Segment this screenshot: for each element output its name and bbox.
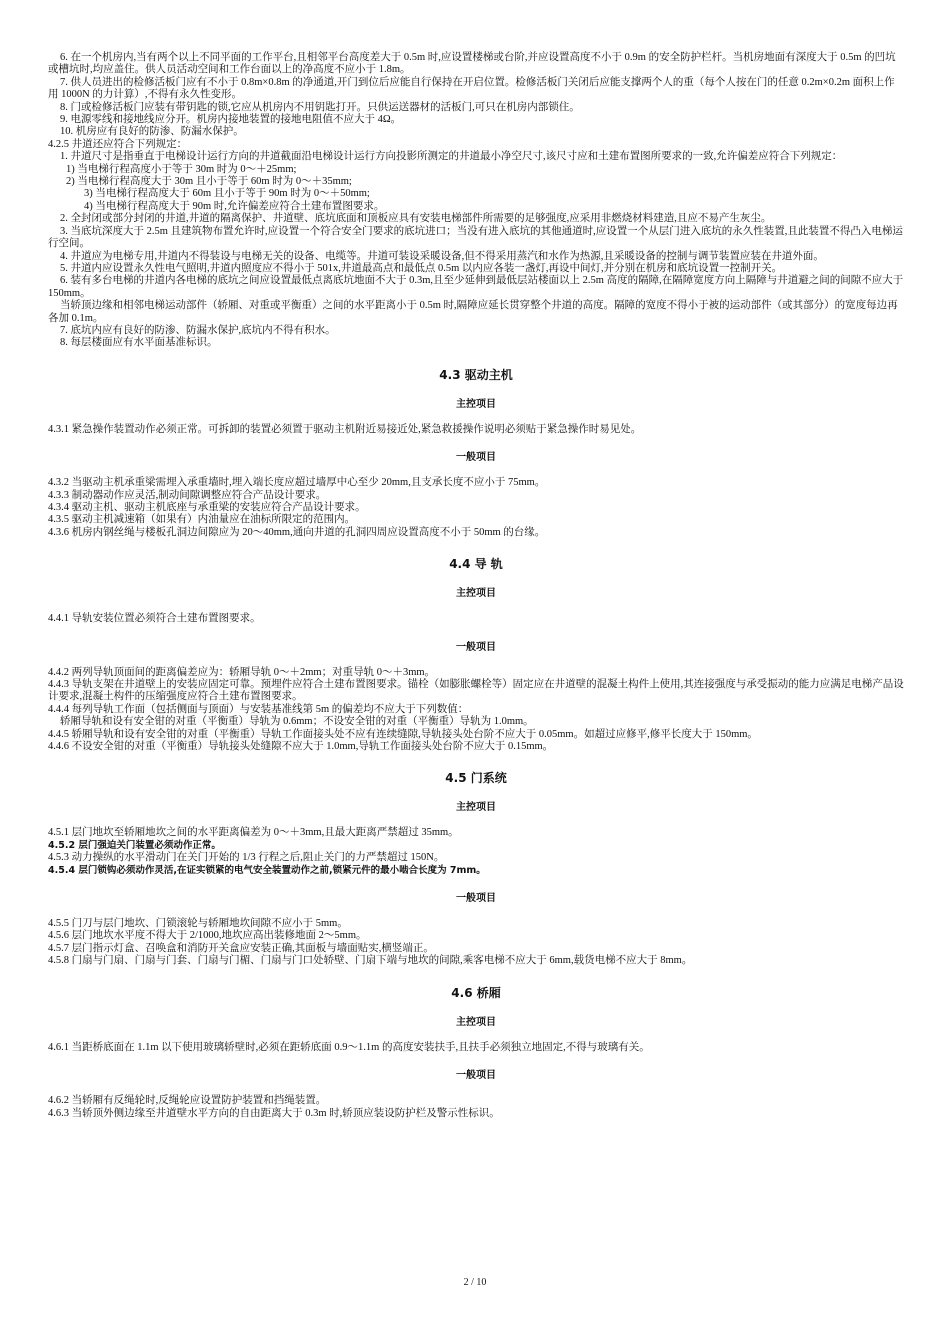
clause-paragraph: 4.5.8 门扇与门扇、门扇与门套、门扇与门楣、门扇与门口处轿壁、门扇下端与地坎的间隙,乘客电梯不应大于 6mm,载货电梯不应大于 8mm。 [48, 955, 693, 967]
main-items-title: 主控项目 [456, 588, 496, 600]
clause-paragraph: 4.6.1 当距桥底面在 1.1m 以下使用玻璃轿壁时,必须在距轿底面 0.9～1.1m 的高度安装扶手,且扶手必须独立地固定,不得与玻璃有关。 [48, 1041, 650, 1053]
clause-paragraph: 9. 电源零线和接地线应分开。机房内接地装置的接地电阻值不应大于 4Ω。 [60, 114, 402, 126]
clause-paragraph: 4) 当电梯行程高度大于 90m 时,允许偏差应符合土建布置图要求。 [84, 200, 385, 212]
clause-paragraph: 1. 井道尺寸是指垂直于电梯设计运行方向的井道截面沿电梯设计运行方向投影所测定的井道最小净空尺寸,该尺寸应和土建布置图所要求的一致,允许偏差应符合下列规定： [60, 151, 843, 163]
clause-paragraph: 4.4.5 轿厢导轨和设有安全钳的对重（平衡重）导轨工作面接头处不应有连续缝隙,导轨接头处台阶不应大于 0.05mm。如超过应修平,修平长度大于 150mm。 [48, 728, 758, 740]
clause-paragraph: 4. 井道应为电梯专用,井道内不得装设与电梯无关的设备、电缆等。井道可装设采暖设备,但不得采用蒸汽和水作为热源,且采暖设备的控制与调节装置应装在井道外面。 [60, 250, 824, 262]
main-items-title: 主控项目 [456, 398, 496, 410]
clause-paragraph: 4.6.2 当轿厢有反绳轮时,反绳轮应设置防护装置和挡绳装置。 [48, 1095, 327, 1107]
general-items-title: 一般项目 [456, 893, 496, 905]
general-items [48, 667, 904, 754]
clause-paragraph: 4.6.3 当轿顶外侧边缘至井道壁水平方向的自由距离大于 0.3m 时,轿顶应装设防护栏及警示性标识。 [48, 1107, 500, 1119]
general-items-title: 一般项目 [456, 452, 496, 464]
intro-clauses [48, 52, 904, 350]
clause-paragraph: 4.4.3 导轨支架在井道壁上的安装应固定可靠。预埋件应符合土建布置图要求。锚栓（如膨胀螺栓等）固定应在井道壁的混凝土构件上使用,其连接强度与承受振动的能力应满足电梯产品设计要求,混凝土构件的压缩强度应符合土建布置图要求。 [48, 679, 904, 703]
section-4-6 [48, 984, 904, 1120]
clause-paragraph: 4.5.7 层门指示灯盒、召唤盒和消防开关盒应安装正确,其面板与墙面贴实,横竖端正。 [48, 942, 434, 954]
clause-paragraph: 4.4.1 导轨安装位置必须符合土建布置图要求。 [48, 613, 261, 625]
clause-paragraph: 4.4.6 不设安全钳的对重（平衡重）导轨接头处缝隙不应大于 1.0mm,导轨工作面接头处台阶不应大于 0.15mm。 [48, 741, 554, 753]
clause-paragraph: 6. 在一个机房内,当有两个以上不同平面的工作平台,且相邻平台高度差大于 0.5m 时,应设置楼梯或台阶,并应设置高度不小于 0.9m 的安全防护栏杆。当机房地面有深度大于 0.5m 的凹坑或槽坑时,均应盖住。供人员活动空间和工作台面以上的净高度不应小于 1.8m。 [48, 52, 896, 76]
clause-paragraph: 4.3.1 紧急操作装置动作必须正常。可拆卸的装置必须置于驱动主机附近易接近处,紧急救援操作说明必须贴于紧急操作时易见处。 [48, 423, 642, 435]
main-items [48, 613, 904, 625]
clause-paragraph: 6. 装有多台电梯的井道内各电梯的底坑之间应设置最低点离底坑地面不大于 0.3m,且至少延伸到最低层站楼面以上 2.5m 高度的隔障,在隔障宽度方向上隔障与井道避之间的间隙不应大于 150mm。 [48, 275, 904, 299]
section-4-5 [48, 769, 904, 967]
clause-paragraph: 4.5.5 门刀与层门地坎、门锁滚轮与轿厢地坎间隙不应小于 5mm。 [48, 918, 348, 930]
general-items [48, 477, 904, 539]
clause-paragraph: 4.5.4 层门锁钩必须动作灵活,在证实锁紧的电气安全装置动作之前,锁紧元件的最小啮合长度为 7mm。 [48, 864, 486, 876]
clause-paragraph: 4.4.2 两列导轨顶面间的距离偏差应为：轿厢导轨 0～＋2mm；对重导轨 0～＋3mm。 [48, 666, 436, 678]
clause-paragraph: 8. 每层楼面应有水平面基准标识。 [60, 337, 218, 349]
section-4-4 [48, 555, 904, 753]
main-items-title: 主控项目 [456, 802, 496, 814]
clause-paragraph: 3) 当电梯行程高度大于 60m 且小于等于 90m 时为 0～＋50mm; [84, 188, 370, 200]
clause-paragraph: 2. 全封闭或部分封闭的井道,井道的隔离保护、井道壁、底坑底面和顶板应具有安装电梯部件所需要的足够强度,应采用非燃烧材料建造,且应不易产生灰尘。 [60, 213, 772, 225]
clause-paragraph: 4.3.3 制动器动作应灵活,制动间隙调整应符合产品设计要求。 [48, 489, 327, 501]
clause-paragraph: 10. 机房应有良好的防渗、防漏水保护。 [60, 126, 244, 138]
section-title: 4.5 门系统 [445, 771, 507, 786]
main-items [48, 827, 904, 877]
clause-paragraph: 8. 门或检修活板门应装有带钥匙的锁,它应从机房内不用钥匙打开。只供运送器材的活板门,可只在机房内部锁住。 [60, 101, 580, 113]
general-items [48, 1095, 904, 1120]
clause-paragraph: 4.3.5 驱动主机减速箱（如果有）内油量应在油标所限定的范围内。 [48, 514, 356, 526]
clause-paragraph: 轿厢导轨和设有安全钳的对重（平衡重）导轨为 0.6mm；不设安全钳的对重（平衡重）导轨为 1.0mm。 [60, 716, 534, 728]
section-title: 4.4 导 轨 [449, 557, 503, 572]
main-items-title: 主控项目 [456, 1016, 496, 1028]
clause-paragraph: 2) 当电梯行程高度大于 30m 且小于等于 60m 时为 0～＋35mm; [66, 176, 352, 188]
clause-paragraph: 7. 供人员进出的检修活板门应有不小于 0.8m×0.8m 的净通道,开门到位后应能自行保持在开启位置。检修活板门关闭后应能支撑两个人的重（每个人按在门的任意 0.2m×0.2m 面积上作用 1000N 的力计算）,不得有永久性变形。 [48, 76, 895, 101]
clause-paragraph: 7. 底坑内应有良好的防渗、防漏水保护,底坑内不得有积水。 [60, 324, 336, 336]
clause-paragraph: 4.3.6 机房内钢丝绳与楼板孔洞边间隙应为 20～40mm,通向井道的孔洞四周应设置高度不小于 50mm 的台缘。 [48, 526, 546, 538]
general-items-title: 一般项目 [456, 641, 496, 653]
clause-paragraph: 4.5.2 层门强迫关门装置必须动作正常。 [48, 839, 221, 851]
section-title: 4.3 驱动主机 [439, 367, 513, 382]
document-page [48, 52, 904, 1120]
clause-paragraph: 4.2.5 井道还应符合下列规定： [48, 138, 188, 150]
general-items-title: 一般项目 [456, 1070, 496, 1082]
clause-paragraph: 4.5.1 层门地坎至轿厢地坎之间的水平距离偏差为 0～＋3mm,且最大距离严禁超过 35mm。 [48, 827, 459, 839]
clause-paragraph: 当轿顶边缘和相邻电梯运动部件（轿厢、对重或平衡重）之间的水平距离小于 0.5m 时,隔障应延长贯穿整个井道的高度。隔障的宽度不得小于被的运动部件（或其部分）的宽度每边再各加 0.1m。 [48, 300, 898, 324]
main-items [48, 424, 904, 436]
clause-paragraph: 4.5.6 层门地坎水平度不得大于 2/1000,地坎应高出装修地面 2～5mm。 [48, 930, 367, 942]
section-title: 4.6 桥厢 [451, 985, 501, 1000]
clause-paragraph: 3. 当底坑深度大于 2.5m 且建筑物布置允许时,应设置一个符合安全门要求的底坑进口；当没有进入底坑的其他通道时,应设置一个从层门进入底坑的永久性装置,且此装置不得凸入电梯运行空间。 [48, 225, 903, 250]
general-items [48, 918, 904, 968]
clause-paragraph: 4.3.4 驱动主机、驱动主机底座与承重梁的安装应符合产品设计要求。 [48, 501, 366, 513]
clause-paragraph: 4.5.3 动力操纵的水平滑动门在关门开始的 1/3 行程之后,阻止关门的力严禁超过 150N。 [48, 852, 445, 864]
clause-paragraph: 4.4.4 每列导轨工作面（包括侧面与顶面）与安装基准线第 5m 的偏差均不应大于下列数值： [48, 703, 469, 715]
section-4-3 [48, 366, 904, 539]
page-number: 2 / 10 [463, 1277, 487, 1288]
clause-paragraph: 5. 井道内应设置永久性电气照明,井道内照度应不得小于 501x,井道最高点和最低点 0.5m 以内应各装一盏灯,再设中间灯,并分别在机房和底坑设置一控制开关。 [60, 262, 783, 274]
clause-paragraph: 1) 当电梯行程高度小于等于 30m 时为 0～＋25mm; [66, 163, 297, 175]
clause-paragraph: 4.3.2 当驱动主机承重梁需埋入承重墙时,埋入端长度应超过墙厚中心至少 20mm,且支承长度不应小于 75mm。 [48, 477, 546, 489]
main-items [48, 1042, 904, 1054]
